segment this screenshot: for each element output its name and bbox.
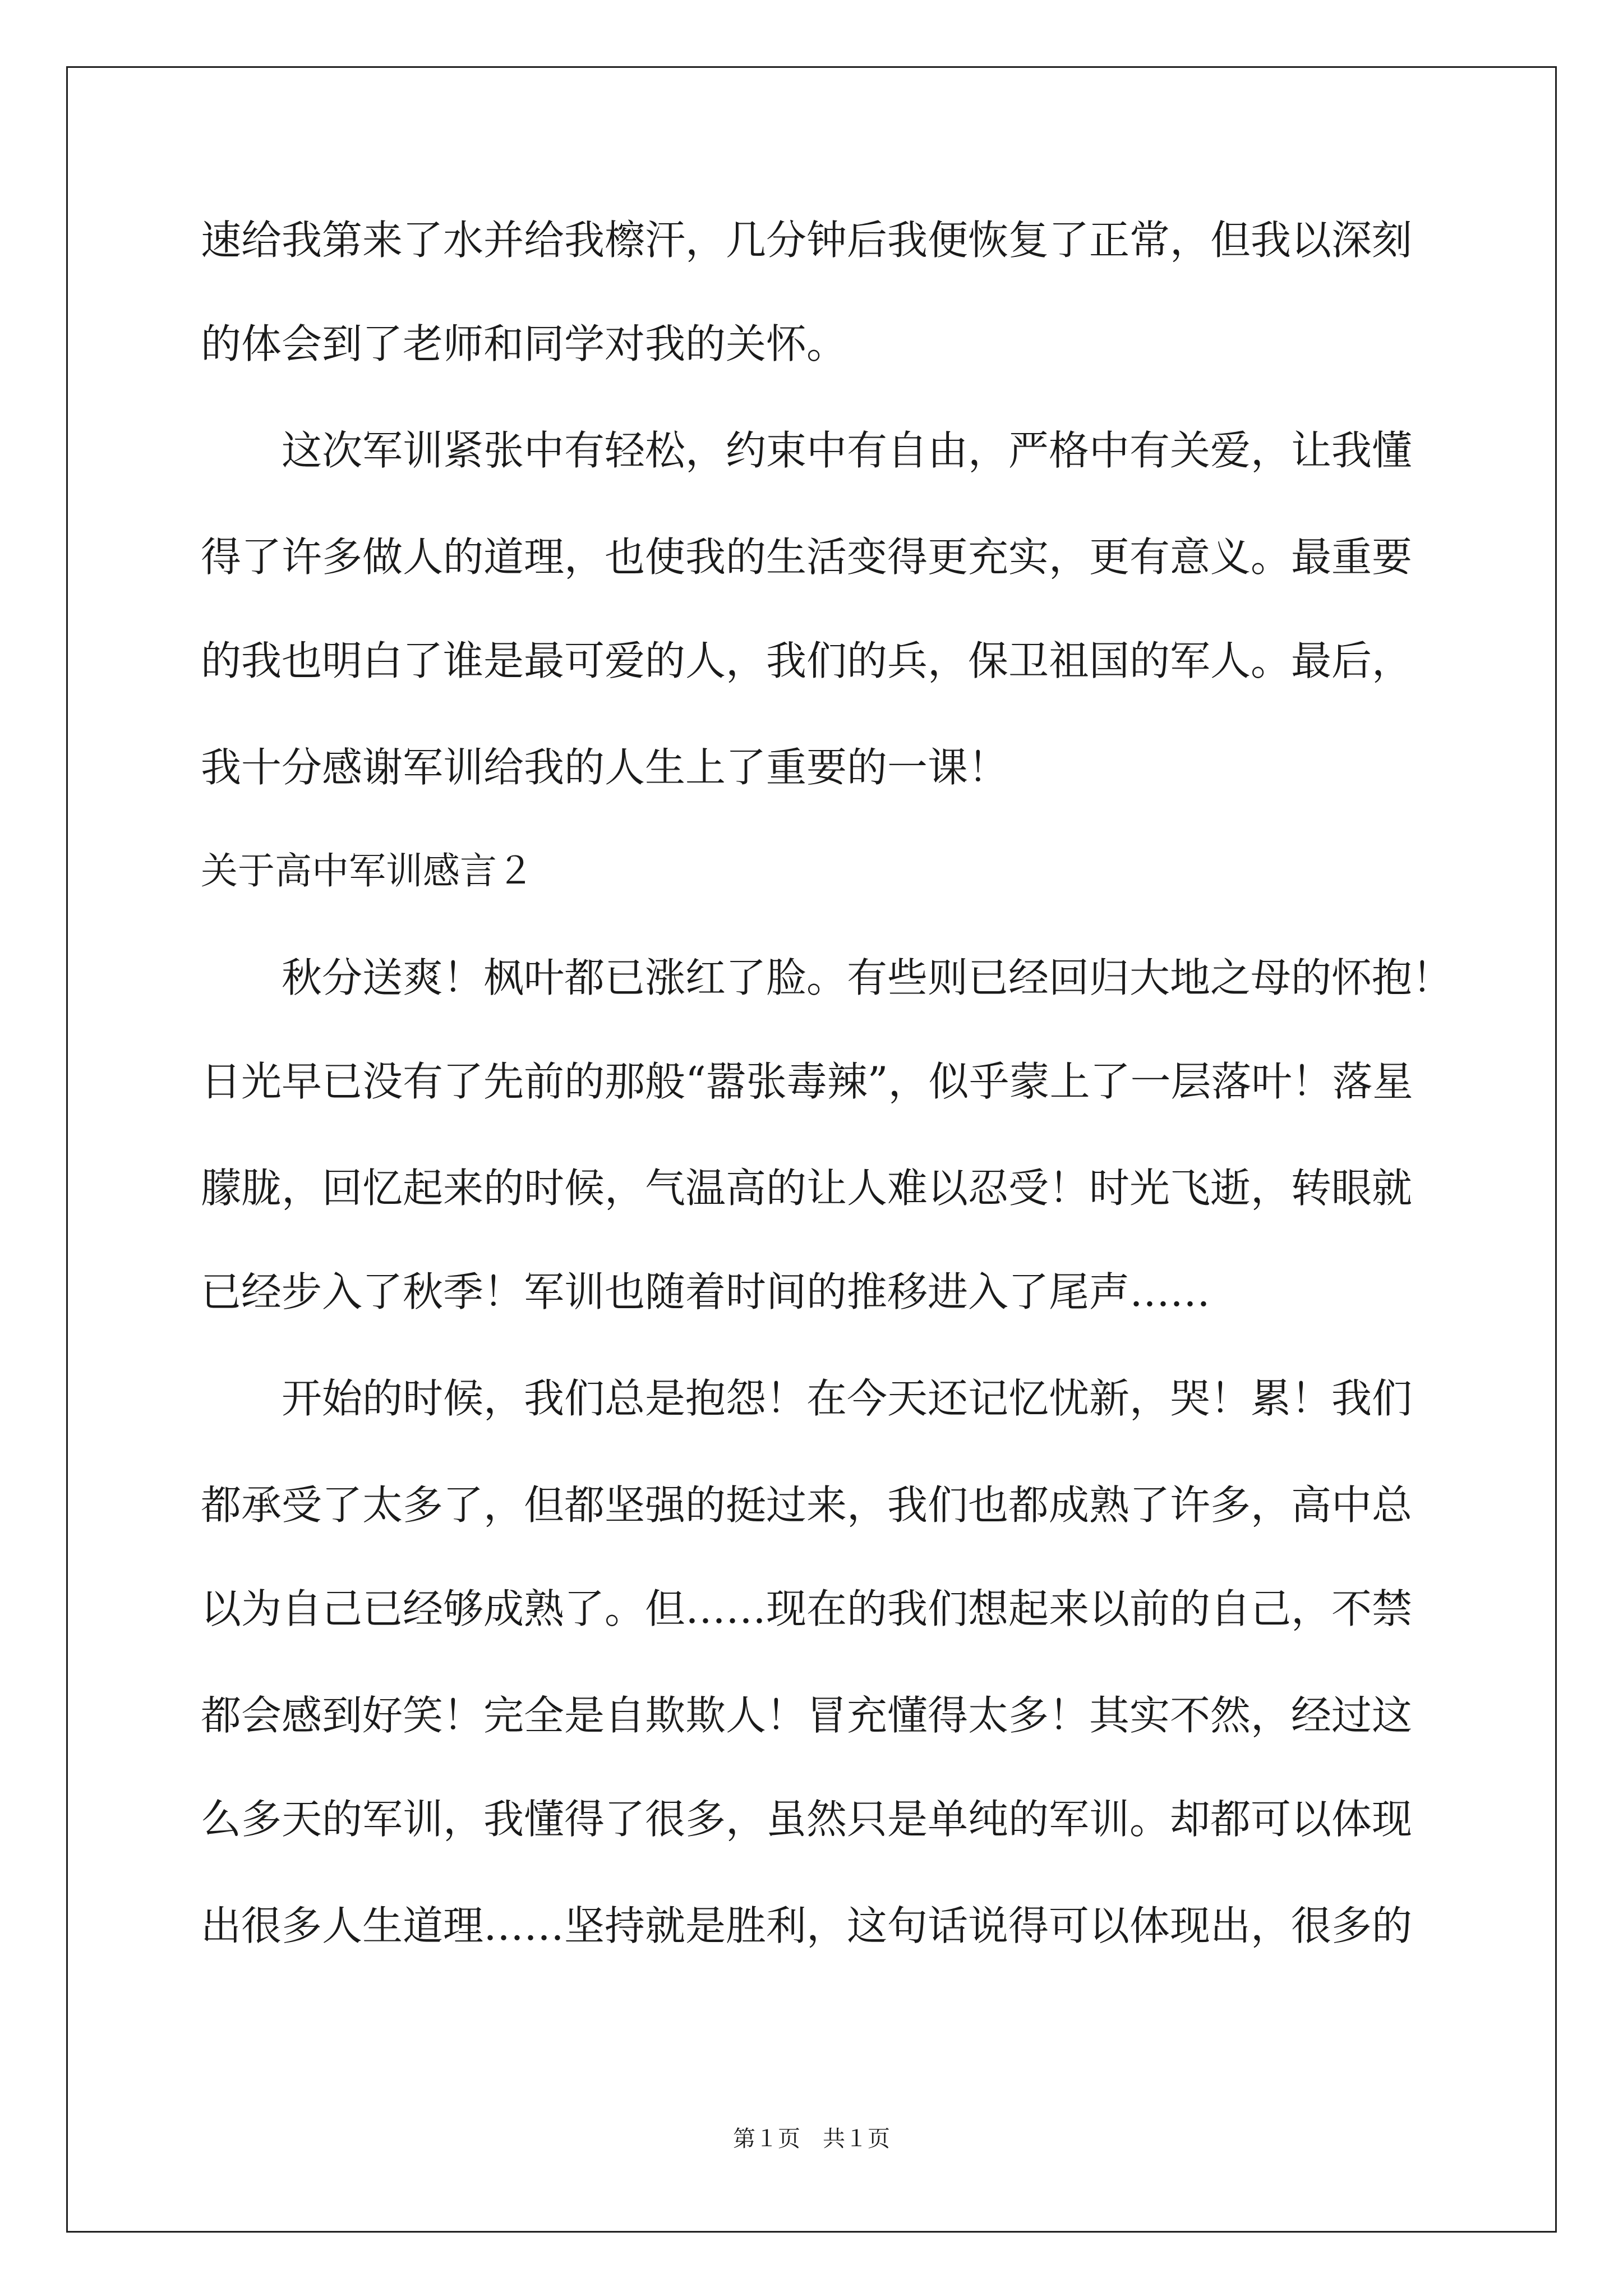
- paragraph-line: 得了许多做人的道理，也使我的生活变得更充实，更有意义。最重要: [201, 533, 1413, 581]
- paragraph-line: 都承受了太多了，但都坚强的挺过来，我们也都成熟了许多，高中总: [201, 1481, 1413, 1529]
- paragraph-line: 出很多人生道理……坚持就是胜利，这句话说得可以体现出，很多的: [201, 1902, 1413, 1949]
- paragraph-line: 日光早已没有了先前的那般“嚣张毒辣”，似乎蒙上了一层落叶！落星: [201, 1058, 1413, 1105]
- paragraph-line: 的我也明白了谁是最可爱的人，我们的兵，保卫祖国的军人。最后，: [201, 637, 1413, 684]
- paragraph-line: 朦胧，回忆起来的时候，气温高的让人难以忍受！时光飞逝，转眼就: [201, 1165, 1413, 1212]
- paragraph-line: 以为自己已经够成熟了。但……现在的我们想起来以前的自己，不禁: [201, 1585, 1413, 1632]
- page-number-footer: 第１页 共１页: [733, 2126, 890, 2152]
- paragraph-line: 速给我第来了水并给我檫汗，几分钟后我便恢复了正常，但我以深刻: [201, 217, 1413, 264]
- paragraph-line: 已经步入了秋季！军训也随着时间的推移进入了尾声……: [201, 1268, 1211, 1315]
- paragraph-line: 我十分感谢军训给我的人生上了重要的一课！: [201, 744, 1009, 791]
- section-heading: 关于高中军训感言２: [201, 849, 534, 892]
- paragraph-line: 秋分送爽！枫叶都已涨红了脸。有些则已经回归大地之母的怀抱！: [201, 954, 1453, 1001]
- paragraph-line: 都会感到好笑！完全是自欺欺人！冒充懂得太多！其实不然，经过这: [201, 1692, 1413, 1739]
- paragraph-line: 么多天的军训，我懂得了很多，虽然只是单纯的军训。却都可以体现: [201, 1796, 1413, 1843]
- paragraph-line: 这次军训紧张中有轻松，约束中有自由，严格中有关爱，让我懂: [201, 427, 1413, 474]
- paragraph-line: 开始的时候，我们总是抱怨！在今天还记忆忧新，哭！累！我们: [201, 1375, 1413, 1422]
- paragraph-line: 的体会到了老师和同学对我的关怀。: [201, 320, 847, 367]
